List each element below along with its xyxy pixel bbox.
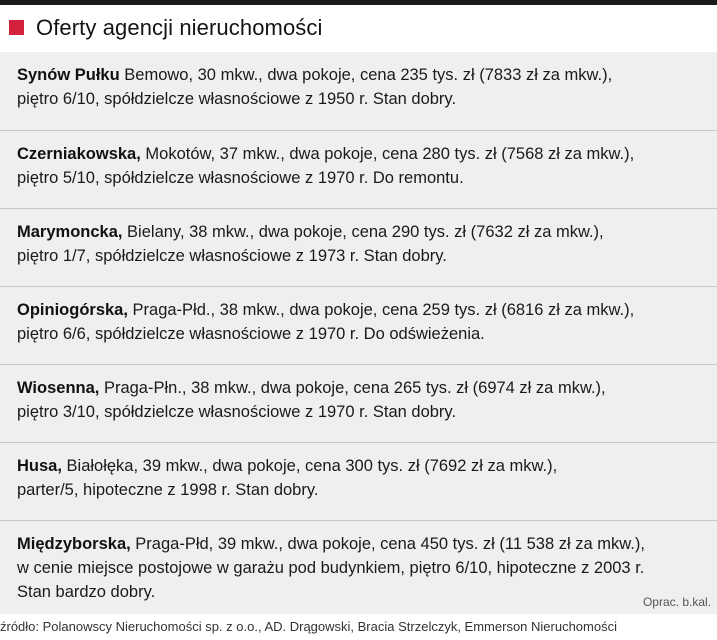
listing-line-2: piętro 1/7, spółdzielcze własnościowe z 1973 r. Stan dobry. (17, 247, 447, 265)
listing-line-3: Stan bardzo dobry. (17, 583, 156, 601)
listing-street: Opiniogórska, (17, 301, 128, 319)
listing-line-1 (17, 142, 717, 166)
listing-street: Synów Pułku (17, 66, 120, 84)
listing-street: Czerniakowska, (17, 145, 141, 163)
listing-line-1 (17, 532, 717, 556)
listing-synow-pulku (0, 52, 717, 130)
listing-details: Praga-Płd., 38 mkw., dwa pokoje, cena 259 tys. zł (6816 zł za mkw.), (127, 301, 635, 319)
listing-street: Marymoncka, (17, 223, 123, 241)
listing-details: Praga-Płn., 38 mkw., dwa pokoje, cena 265 tys. zł (6974 zł za mkw.), (99, 379, 606, 397)
listing-street: Husa, (17, 457, 62, 475)
listing-street: Wiosenna, (17, 379, 100, 397)
listing-marymoncka (0, 208, 717, 286)
listing-street: Międzyborska, (17, 535, 131, 553)
listing-details: Bielany, 38 mkw., dwa pokoje, cena 290 tys. zł (7632 zł za mkw.), (122, 223, 604, 241)
listing-line-1 (17, 298, 717, 322)
listing-miedzyborska (0, 520, 717, 614)
source-note: źródło: Polanowscy Nieruchomości sp. z o.o., AD. Drągowski, Bracia Strzelczyk, Emmerson Nieruchomości (0, 619, 617, 634)
header (0, 5, 717, 52)
listing-line-2: piętro 3/10, spółdzielcze własnościowe z 1970 r. Stan dobry. (17, 403, 457, 421)
red-square-marker (9, 20, 24, 35)
listings-panel (0, 52, 717, 614)
listing-line-2: piętro 5/10, spółdzielcze własnościowe z 1970 r. Do remontu. (17, 169, 464, 187)
listing-line-1 (17, 220, 717, 244)
listing-line-2: w cenie miejsce postojowe w garażu pod budynkiem, piętro 6/10, hipoteczne z 2003 r. (17, 559, 645, 577)
listing-opiniogorska (0, 286, 717, 364)
listing-wiosenna (0, 364, 717, 442)
listing-line-2: piętro 6/10, spółdzielcze własnościowe z 1950 r. Stan dobry. (17, 90, 457, 108)
listing-line-1 (17, 63, 717, 87)
listing-details: Mokotów, 37 mkw., dwa pokoje, cena 280 tys. zł (7568 zł za mkw.), (140, 145, 635, 163)
page-title: Oferty agencji nieruchomości (36, 15, 323, 40)
listing-line-2: piętro 6/6, spółdzielcze własnościowe z 1970 r. Do odświeżenia. (17, 325, 485, 343)
author-credit: Oprac. b.kal. (642, 595, 711, 609)
listing-line-1 (17, 454, 717, 478)
listing-czerniakowska (0, 130, 717, 208)
listing-details: Praga-Płd, 39 mkw., dwa pokoje, cena 450 tys. zł (11 538 zł za mkw.), (130, 535, 645, 553)
listing-line-2: parter/5, hipoteczne z 1998 r. Stan dobry. (17, 481, 319, 499)
listing-details: Bemowo, 30 mkw., dwa pokoje, cena 235 tys. zł (7833 zł za mkw.), (119, 66, 613, 84)
listing-line-1 (17, 376, 717, 400)
listing-husa (0, 442, 717, 520)
listing-details: Białołęka, 39 mkw., dwa pokoje, cena 300 tys. zł (7692 zł za mkw.), (61, 457, 558, 475)
